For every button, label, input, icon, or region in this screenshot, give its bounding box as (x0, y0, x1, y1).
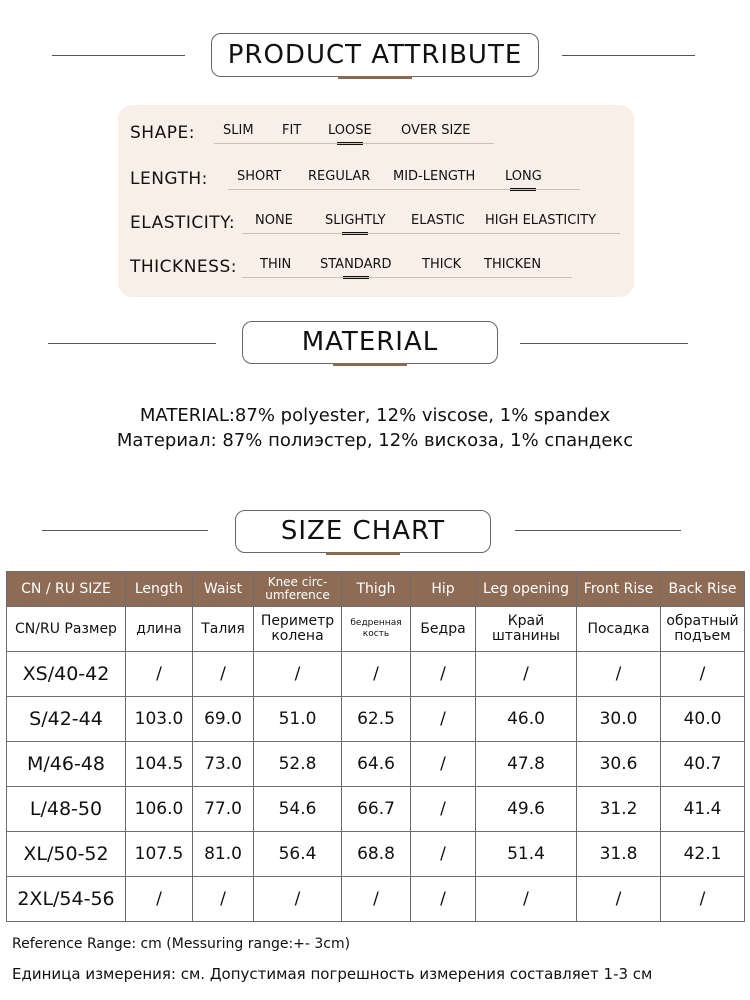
table-cell: 47.8 (476, 742, 577, 787)
attribute-panel (118, 105, 634, 297)
table-cell: 81.0 (193, 832, 254, 877)
table-cell: 31.8 (577, 832, 661, 877)
option-fit: FIT (282, 123, 302, 138)
column-header: Front Rise (577, 572, 661, 607)
table-cell: 51.0 (254, 697, 342, 742)
divider-left (42, 530, 208, 531)
option-none: NONE (255, 213, 293, 228)
header-row-ru (7, 607, 745, 652)
row-rule (228, 189, 580, 190)
column-header: Waist (193, 572, 254, 607)
size-cell: XL/50-52 (7, 832, 126, 877)
size-cell: S/42-44 (7, 697, 126, 742)
table-cell: 104.5 (126, 742, 193, 787)
row-rule (214, 143, 494, 144)
column-header-ru: Талия (193, 607, 254, 652)
table-cell: 106.0 (126, 787, 193, 832)
table-cell: 62.5 (342, 697, 411, 742)
divider-right (515, 530, 681, 531)
attribute-label: THICKNESS: (130, 257, 237, 277)
table-row (7, 697, 745, 742)
divider-left (48, 343, 216, 344)
table-cell: 107.5 (126, 832, 193, 877)
divider-left (52, 55, 185, 56)
table-cell: / (254, 877, 342, 922)
row-rule (242, 277, 572, 278)
row-rule (242, 233, 620, 234)
table-cell: / (476, 877, 577, 922)
size-cell: 2XL/54-56 (7, 877, 126, 922)
table-cell: 54.6 (254, 787, 342, 832)
footer-note-ru: Единица измерения: см. Допустимая погрешность измерения составляет 1-3 см (12, 965, 653, 983)
attribute-label: ELASTICITY: (130, 213, 236, 233)
column-header-ru: Посадка (577, 607, 661, 652)
column-header: CN / RU SIZE (7, 572, 126, 607)
option-slightly-selected: SLIGHTLY (325, 213, 386, 228)
table-cell: / (126, 877, 193, 922)
section-title: PRODUCT ATTRIBUTE (227, 40, 523, 70)
table-cell: / (476, 652, 577, 697)
option-mid-length: MID-LENGTH (393, 169, 476, 184)
option-thin: THIN (260, 257, 292, 272)
option-regular: REGULAR (308, 169, 371, 184)
size-chart-table (6, 571, 745, 922)
table-cell: / (661, 652, 745, 697)
attribute-label: SHAPE: (130, 123, 195, 143)
table-cell: 40.7 (661, 742, 745, 787)
footer-note-en: Reference Range: cm (Messuring range:+- 3cm) (12, 936, 351, 952)
column-header-ru: Периметр колена (254, 607, 342, 652)
option-thick: THICK (422, 257, 462, 272)
option-slim: SLIM (223, 123, 254, 138)
table-cell: / (411, 652, 476, 697)
title-underline (326, 552, 400, 555)
column-header: Length (126, 572, 193, 607)
table-cell: / (411, 877, 476, 922)
table-cell: 56.4 (254, 832, 342, 877)
option-long-selected: LONG (505, 169, 542, 184)
divider-right (520, 343, 688, 344)
table-cell: 69.0 (193, 697, 254, 742)
table-cell: / (577, 877, 661, 922)
table-cell: / (193, 652, 254, 697)
column-header: Leg opening (476, 572, 577, 607)
option-over-size: OVER SIZE (401, 123, 471, 138)
column-header: Back Rise (661, 572, 745, 607)
option-high-elasticity: HIGH ELASTICITY (485, 213, 597, 228)
table-cell: 42.1 (661, 832, 745, 877)
section-title: MATERIAL (301, 327, 439, 357)
table-cell: / (193, 877, 254, 922)
column-header: Hip (411, 572, 476, 607)
option-loose-selected: LOOSE (328, 123, 372, 138)
column-header-ru: Бедра (411, 607, 476, 652)
table-cell: / (411, 832, 476, 877)
table-cell: 46.0 (476, 697, 577, 742)
table-cell: / (126, 652, 193, 697)
table-cell: / (411, 697, 476, 742)
table-cell: 51.4 (476, 832, 577, 877)
header-row-en (7, 572, 745, 607)
table-row (7, 877, 745, 922)
table-cell: 66.7 (342, 787, 411, 832)
divider-right (562, 55, 695, 56)
column-header-ru: бедренная кость (342, 607, 411, 652)
size-cell: M/46-48 (7, 742, 126, 787)
table-cell: 52.8 (254, 742, 342, 787)
table-cell: / (411, 787, 476, 832)
column-header: Knee circ-umference (254, 572, 342, 607)
size-cell: L/48-50 (7, 787, 126, 832)
table-cell: 64.6 (342, 742, 411, 787)
option-short: SHORT (237, 169, 282, 184)
table-cell: 103.0 (126, 697, 193, 742)
table-cell: / (342, 652, 411, 697)
column-header-ru: обратный подъем (661, 607, 745, 652)
column-header-ru: CN/RU Размер (7, 607, 126, 652)
column-header-ru: Край штанины (476, 607, 577, 652)
title-underline (338, 76, 412, 79)
table-cell: 30.0 (577, 697, 661, 742)
section-header-size-chart (235, 510, 491, 553)
option-elastic: ELASTIC (411, 213, 465, 228)
table-row (7, 742, 745, 787)
table-cell: / (342, 877, 411, 922)
section-title: SIZE CHART (280, 516, 446, 546)
table-cell: 30.6 (577, 742, 661, 787)
option-standard-selected: STANDARD (320, 257, 392, 272)
table-cell: / (254, 652, 342, 697)
option-thicken: THICKEN (484, 257, 542, 272)
section-header-material (242, 321, 498, 364)
material-text-en: MATERIAL:87% polyester, 12% viscose, 1% spandex (139, 405, 611, 426)
section-header-attribute (211, 33, 539, 77)
table-cell: 31.2 (577, 787, 661, 832)
attribute-row-length (118, 167, 634, 197)
column-header: Thigh (342, 572, 411, 607)
table-cell: / (661, 877, 745, 922)
column-header-ru: длина (126, 607, 193, 652)
table-cell: / (411, 742, 476, 787)
table-cell: / (577, 652, 661, 697)
attribute-row-shape (118, 121, 634, 151)
size-cell: XS/40-42 (7, 652, 126, 697)
attribute-row-thickness (118, 255, 634, 285)
table-row (7, 787, 745, 832)
material-text-ru: Материал: 87% полиэстер, 12% вискоза, 1% спандекс (116, 430, 634, 451)
table-cell: 73.0 (193, 742, 254, 787)
table-cell: 77.0 (193, 787, 254, 832)
table-cell: 40.0 (661, 697, 745, 742)
table-row (7, 652, 745, 697)
title-underline (333, 363, 407, 366)
table-cell: 68.8 (342, 832, 411, 877)
table-row (7, 832, 745, 877)
attribute-row-elasticity (118, 211, 634, 241)
attribute-label: LENGTH: (130, 169, 208, 189)
table-cell: 49.6 (476, 787, 577, 832)
table-cell: 41.4 (661, 787, 745, 832)
